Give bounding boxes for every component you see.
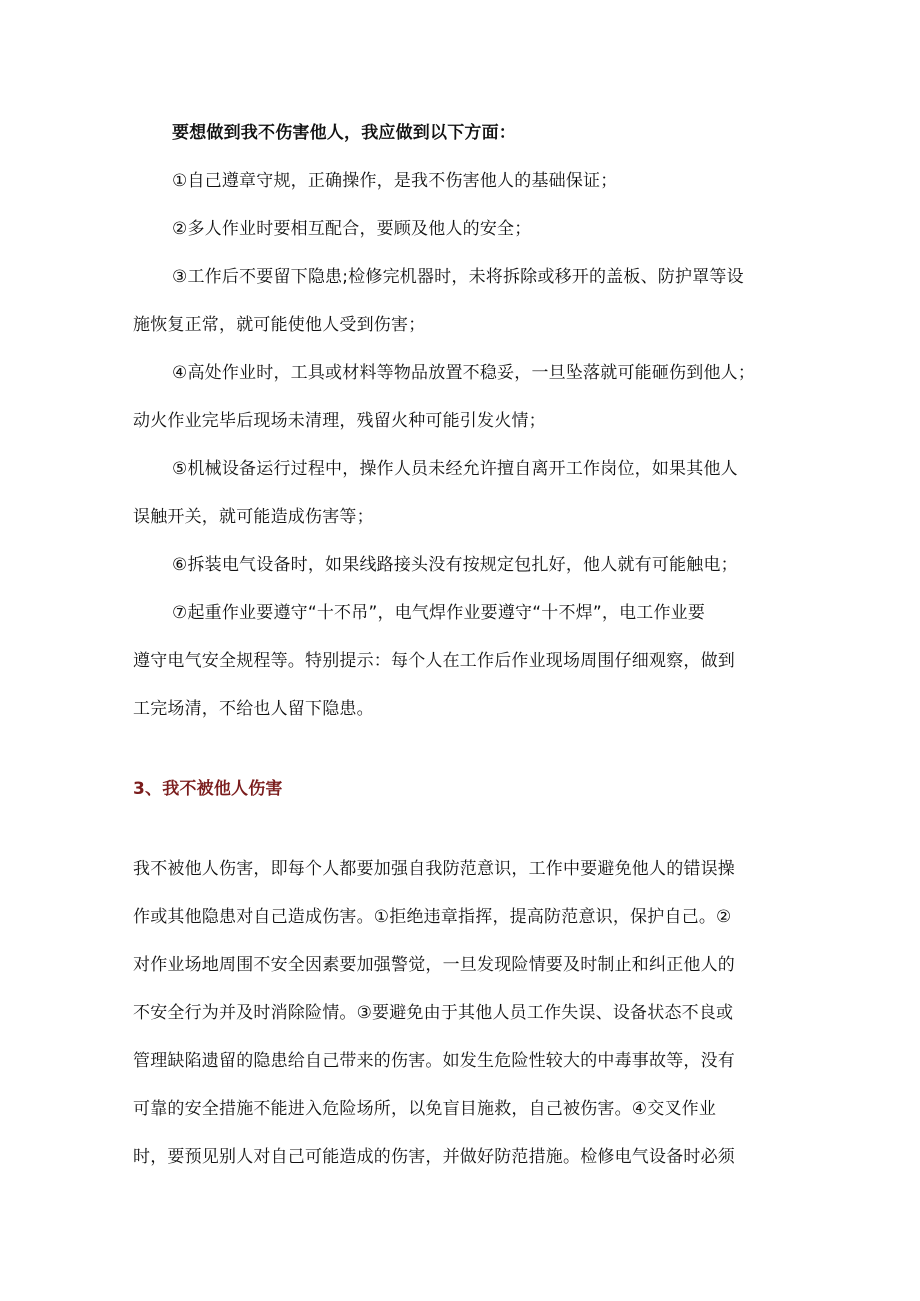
list-item-4-line-2: 动火作业完毕后现场未清理，残留火种可能引发火情； xyxy=(133,411,546,431)
list-item-5-line-1: ⑤机械设备运行过程中，操作人员未经允许擅自离开工作岗位，如果其他人 xyxy=(172,459,738,479)
list-item-4-line-1: ④高处作业时，工具或材料等物品放置不稳妥，一旦坠落就可能砸伤到他人； xyxy=(172,363,756,383)
section-3-line-5: 管理缺陷遗留的隐患给自己带来的伤害。如发生危险性较大的中毒事故等，没有 xyxy=(133,1051,735,1071)
list-item-2: ②多人作业时要相互配合，要顾及他人的安全； xyxy=(172,219,532,239)
list-item-7-line-1: ⑦起重作业要遵守“十不吊”，电气焊作业要遵守“十不焊”，电工作业要 xyxy=(172,603,706,623)
section-3-line-7: 时，要预见别人对自己可能造成的伤害，并做好防范措施。检修电气设备时必须 xyxy=(133,1147,735,1167)
list-item-6: ⑥拆装电气设备时，如果线路接头没有按规定包扎好，他人就有可能触电； xyxy=(172,555,738,575)
section-3-line-1: 我不被他人伤害，即每个人都要加强自我防范意识，工作中要避免他人的错误操 xyxy=(133,859,735,879)
section-3-line-2: 作或其他隐患对自己造成伤害。①拒绝违章指挥，提高防范意识，保护自己。② xyxy=(133,907,732,927)
section-3-line-6: 可靠的安全措施不能进入危险场所，以免盲目施救，自己被伤害。④交叉作业 xyxy=(133,1099,717,1119)
list-item-3-line-2: 施恢复正常，就可能使他人受到伤害； xyxy=(133,315,426,335)
section-3-line-4: 不安全行为并及时消除险情。③要避免由于其他人员工作失误、设备状态不良或 xyxy=(133,1003,734,1023)
intro-heading: 要想做到我不伤害他人，我应做到以下方面： xyxy=(172,123,516,143)
list-item-5-line-2: 误触开关，就可能造成伤害等； xyxy=(133,507,374,527)
list-item-7-line-2: 遵守电气安全规程等。特别提示：每个人在工作后作业现场周围仔细观察，做到 xyxy=(133,651,735,671)
list-item-7-line-3: 工完场清，不给也人留下隐患。 xyxy=(133,699,374,719)
section-3-line-3: 对作业场地周围不安全因素要加强警觉，一旦发现险情要及时制止和纠正他人的 xyxy=(133,955,735,975)
section-3-heading: 3、我不被他人伤害 xyxy=(133,779,283,799)
list-item-3-line-1: ③工作后不要留下隐患;检修完机器时，未将拆除或移开的盖板、防护罩等设 xyxy=(172,267,744,287)
list-item-1: ①自己遵章守规，正确操作，是我不伤害他人的基础保证； xyxy=(172,171,618,191)
